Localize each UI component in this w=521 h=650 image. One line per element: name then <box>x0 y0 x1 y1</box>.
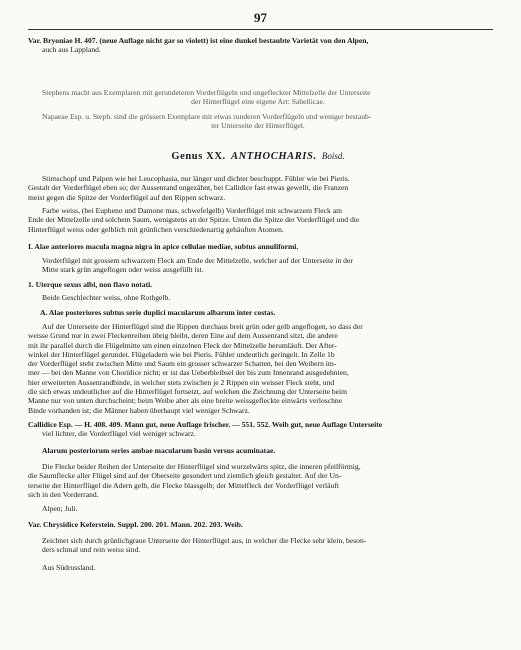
auf-line-9: Manne nur von unten durchscheint; beim Weibe aber als eine breite weissgefleckte einwärts verloschne <box>28 396 343 406</box>
var-bryoniae-line-1: Var. Bryoniae H. 407. (neue Auflage nicht gar so violett) ist eine dunkel bestaubte Varietät von den Alpen, <box>28 36 369 45</box>
napaeae-line-2: ter Unterseite der Hinterflügel. <box>211 121 305 131</box>
farbe-line-2: Ende der Mittelzelle und solchem Saum, wenigstens an der Spitze. Unten die Spitze der Vorderflügel und die <box>28 215 360 225</box>
flecke-line-1: Die Flecke beider Reihen der Unterseite der Hinterflügel sind wurzelwärts spitz, die inneren pfeilförmig, <box>42 462 361 471</box>
auf-line-5: der Vorderflügel steht zwischen Mitte und Saum ein grosser schwarzer Schatten, bei den Weibern im- <box>28 359 337 369</box>
genus-author: Boisd. <box>321 151 345 161</box>
section-1-description: Beide Geschlechter weiss, ohne Rothgelb. <box>42 293 171 302</box>
stephens-paragraph <box>28 88 488 107</box>
section-I-line-1: Vorderflügel mit grossem schwarzem Fleck am Ende der Mittelzelle, welcher auf der Unterseite in der <box>42 256 353 265</box>
callidice-line-2: viel lichter, die Vorderflügel viel weniger schwarz. <box>42 429 196 439</box>
stirn-line-3: meist gegen die Spitze der Vorderflügel auf den Rippen schwarz. <box>28 192 226 202</box>
alarum-heading: Alarum posteriorum series ambae macularum basin versus acuminatae. <box>42 446 276 455</box>
auf-line-3: mit ihr parallel durch die Flügelmitte um einen einzelnen Fleck der Mittelzelle herumläuft. Der After- <box>28 340 337 350</box>
alpen-line: Alpen; Juli. <box>42 504 78 513</box>
flecke-paragraph <box>28 462 488 499</box>
auf-line-2: weisse Grund nur in zwei Fleckenreihen übrig bleibt, deren Eine auf dem Aussenrand sitzt, die andere <box>28 331 338 341</box>
auf-paragraph <box>28 322 488 415</box>
zeichnet-paragraph <box>28 536 488 555</box>
suedrussland-line: Aus Südrussland. <box>42 563 96 572</box>
zeichnet-line-1: Zeichnet sich durch grünlichgraue Unterseite der Hinterflügel aus, in welcher die Flecke sehr klein, beson- <box>42 536 367 545</box>
genus-label: Genus XX. <box>171 151 226 162</box>
stephens-line-2: der Hinterflügel eine eigene Art: Sabellicae. <box>191 97 325 107</box>
auf-line-1: Auf der Unterseite der Hinterflügel sind die Rippen durchaus breit grün oder gelb angeflogen, so dass der <box>42 322 363 331</box>
farbe-line-1: Farbe weiss, (bei Eupheno und Damone mas. schwefelgelb) Vorderflügel mit schwarzem Fleck am <box>42 206 343 215</box>
callidice-paragraph <box>28 420 488 439</box>
chrysidice-heading: Var. Chrysidice Keferstein. Suppl. 200. 201. Mann. 202. 203. Weib. <box>28 520 243 529</box>
auf-line-8: die sich etwas undeutlicher auf die Hinterflügel fortsetzt, auf welchen die Zeichnung der Unterseite beim <box>28 387 348 397</box>
genus-heading <box>28 150 488 163</box>
zeichnet-line-2: ders schmal und rein weiss sind. <box>42 545 141 555</box>
stirn-line-1: Stirnschopf und Palpen wie bei Leucophasia, nur länger und dichter beschuppt. Fühler wie bei Pieris. <box>42 174 350 183</box>
napaeae-line-1: Napaeae Esp. u. Steph. sind die grössern Exemplare mit etwas runderen Vorderflügeln und weniger bestaub- <box>42 112 372 121</box>
var-bryoniae-paragraph <box>28 36 488 55</box>
auf-line-10: Binde vorhanden ist; die Männer haben überhaupt viel weniger Schwarz. <box>28 405 250 415</box>
stirn-line-2: Gestalt der Vorderflügel eben so; der Aussenrand ungezähnt, bei Callidice fast etwas gewellt, die Franzen <box>28 183 349 193</box>
napaeae-paragraph <box>28 112 488 131</box>
flecke-line-4: sich in den Vorderrand. <box>28 489 99 499</box>
section-1-heading: 1. Uterque sexus albi, non flavo notati. <box>28 280 153 289</box>
auf-line-7: hier erweiterten Aussenrandbinde, in welcher stets zwischen je 2 Rippen ein weisser Fleck steht, und <box>28 377 335 387</box>
section-I-line-2: Mitte stark grün angeflogen oder weiss ausgefüllt ist. <box>42 265 204 275</box>
genus-name: ANTHOCHARIS. <box>230 151 317 162</box>
farbe-line-3: Hinterflügel weiss oder gelblich mit grünlichen verschiedenartig gehäuften Atomen. <box>28 224 284 234</box>
stephens-line-1: Stephens macht aus Exemplaren mit gerundeteren Vorderflügeln und ungefleckter Mittelzelle der Unterseite <box>42 88 371 97</box>
flecke-line-3: terseite der Hinterflügel die Adern gelb, die Flecke blassgelb; der Mittelfleck der Vorderflügel verläuft <box>28 480 339 490</box>
stirn-paragraph <box>28 174 488 202</box>
section-I-description <box>28 256 488 275</box>
section-I-heading: I. Alae anteriores macula magna nigra in apice cellulae mediae, subtus annuliformi. <box>28 242 299 251</box>
flecke-line-2: die Saumflecke aller Flügel sind auf der Oberseite gesondert und ziemlich gleich gestaltet. Auf der Un- <box>28 471 342 481</box>
section-A-heading: A. Alae posteriores subtus serie duplici macularum albarum inter costas. <box>40 308 276 317</box>
callidice-line-1: Callidice Esp. — H. 408. 409. Mann gut, neue Auflage frischer. — 551. 552. Weib gut, neue Auflage Unterseite <box>28 420 383 429</box>
page-number: 97 <box>254 10 267 25</box>
auf-line-4: winkel der Hinterflügel gerundet. Flügeladern wie bei Pieris. Fühler undeutlich geringelt. In Zelle 1b <box>28 349 335 359</box>
farbe-paragraph <box>28 206 488 234</box>
auf-line-6: mer — bei den Manne von Chorídice nicht; er ist das Ueberbleibsel der bis zum Innenrand ausgedehnten, <box>28 368 349 378</box>
top-rule <box>28 29 493 30</box>
var-bryoniae-line-2: auch aus Lappland. <box>42 45 101 55</box>
